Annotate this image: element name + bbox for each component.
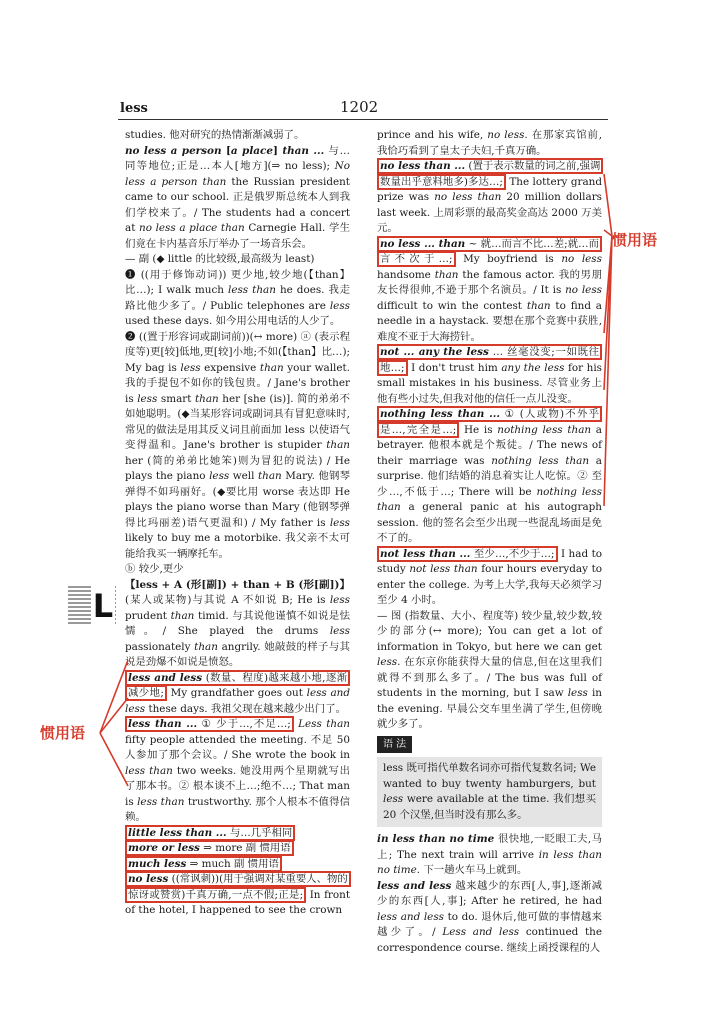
- left_column-entry: less and less (数量、程度)越来越小地,逐渐减少地; My grandfather goes out less and less these days. 我祖父现在越来越少出门了。: [125, 671, 351, 715]
- right_column-entry: not ... any the less … 丝毫没变;一如既往地…; I don't trust him any the less for his small mistakes in his business. 尽管业务上他有些小过失,但我对他的信任一点儿没变。: [377, 346, 602, 405]
- left_column-entry: no less a person [a place] than ... 与…同等地位;正是…本人[地方](⇒ no less); No less a person than the Russian president came to our school. 正是俄罗斯总统本人到我们学校来了。/ The students had a concert at no less a place than Carnegie Hall. 学生们竟在卡内基音乐厅举办了一场音乐会。: [125, 144, 350, 250]
- left_column-entry: little less than ... 与…几乎相同: [125, 826, 350, 842]
- right_column-entry: not less than ... 至少…,不少于…; I had to study not less than four hours everyday to enter the college. 为考上大学,我每天必须学习至少 4 小时。: [377, 547, 603, 606]
- idiom-callout-left: 惯用语: [40, 724, 86, 742]
- left_column-entry: much less ⇒ much 副 惯用语: [125, 857, 350, 873]
- left_column-entry: ❶ ((用于修饰动词)) 更少地,较少地(【than】比…); I walk much less than he does. 我走路比他少多了。/ Public telephones are less used these days. 如今用公用电话的人少了。: [125, 268, 351, 327]
- right_column-entry: no less ... than ~ 就…而言不比…差;就…而言不次于…; My boyfriend is no less handsome than the famous actor. 我的男朋友长得很帅,不逊于那个名演员。/ It is no less difficult to win the contest than to find a needle in a haystack. 要想在那个竞赛中获胜,难度不亚于大海捞针。: [377, 237, 602, 343]
- right_column-entry: nothing less than ... ① (人或物)不外乎是…,完全是…; He is nothing less than a betrayer. 他根本就是个叛徒。/ The news of their marriage was nothing less than a surprise. 他们结婚的消息着实让人吃惊。② 至少…,不低于…; There will be nothing less than a general panic at his autograph session. 他的签名会至少出现一些混乱场面是免不了的。: [377, 408, 603, 544]
- thumb-index-letter: L: [92, 587, 114, 625]
- right_tail-entry: less and less 越来越少的东西[人,事],逐渐减少的东西[人,事]; After he retired, he had less and less to do. 退休后,他可做的事情越来越少了。/ Less and less continued the correspondence course. 继续上函授课程的人: [377, 879, 603, 954]
- header-headword: less: [120, 101, 148, 116]
- right_column-entry: no less than ... (置于表示数量的词之前,强调数量出乎意料地多)多达…; The lottery grand prize was no less than 20 million dollars last week. 上周彩票的最高奖金高达 2000 万美元。: [377, 160, 602, 234]
- left_column-entry: studies. 他对研究的热情渐渐减弱了。: [125, 129, 305, 141]
- right_column-entry: prince and his wife, no less. 在那家宾馆前,我恰巧看到了皇太子夫妇,千真万确。: [377, 129, 602, 157]
- usage-note-box: less 既可指代单数名词亦可指代复数名词; We wanted to buy twenty hamburgers, but less were available at the time. 我们想买 20 个汉堡,但当时没有那么多。: [377, 757, 602, 827]
- left_column-entry: less than ... ① 少于…,不足…; Less than fifty people attended the meeting. 不足 50 人参加了那个会议。/ She wrote the book in less than two weeks. 她没用两个星期就写出了那本书。② 根本谈不上…;绝不…; That man is less than trustworthy. 那个人根本不值得信赖。: [125, 718, 350, 823]
- usage-label: 语 法: [377, 736, 412, 754]
- left_column-entry: 【less + A (形[副]) + than + B (形[副])】(某人或某物)与其说 A 不如说 B; He is less prudent than timid. 与其说他谨慎不如说是怯懦。/ She played the drums less passionately than angrily. 她敲鼓的样子与其说是劲爆不如说是愤怒。: [125, 578, 350, 668]
- left_column-entry: no less ((常讽刺))(用于强调对某重要人、物的惊讶或赞赏)千真万确,一点不假;正是; In front of the hotel, I happened to see the crown: [125, 873, 351, 916]
- right_column-entry: — 图 (指数量、大小、程度等) 较少量,较少数,较少的部分(↔ more); You can get a lot of information in Tokyo, but here we can get less. 在东京你能获得大量的信息,但在这里我们就得不到那么多了。/ The bus was full of students in the morning, but I saw less in the evening. 早晨公交车里坐满了学生,但傍晚就少多了。: [377, 609, 602, 730]
- right_tail-entry: in less than no time 很快地,一眨眼工夫,马上; The next train will arrive in less than no time. 下一趟火车马上就到。: [377, 833, 602, 876]
- left_column-entry: ❷ ((置于形容词或副词前))(↔ more) ⓐ (表示程度等)更[较]低地,更[较]小地;不如(【than】比…); My bag is less expensive than your wallet. 我的手提包不如你的钱包贵。/ Jane's brother is less smart than her [she (is)]. 简的弟弟不如她聪明。(◆当某形容词或副词具有冒犯意味时,常见的做法是用其反义词且前面加 less 以使语气变得温和。Jane's brother is stupider than her (简的弟弟比她笨)则为冒犯的说法) / He plays the piano less well than Mary. 他钢琴弹得不如玛丽好。(◆要比用 worse 表达即 He plays the piano worse than Mary (他钢琴弹得比玛丽差)语气更温和) / My father is less likely to buy me a motorbike. 我父亲不太可能给我买一辆摩托车。: [125, 330, 351, 560]
- idiom-callout-right: 惯用语: [612, 231, 658, 249]
- left_column-entry: more or less ⇒ more 副 惯用语: [125, 841, 350, 857]
- page-number: 1202: [340, 98, 379, 116]
- left_column-entry: — 副 (◆ little 的比较级,最高级为 least): [125, 253, 315, 265]
- left_column-entry: ⓑ 较少,更少: [125, 563, 184, 575]
